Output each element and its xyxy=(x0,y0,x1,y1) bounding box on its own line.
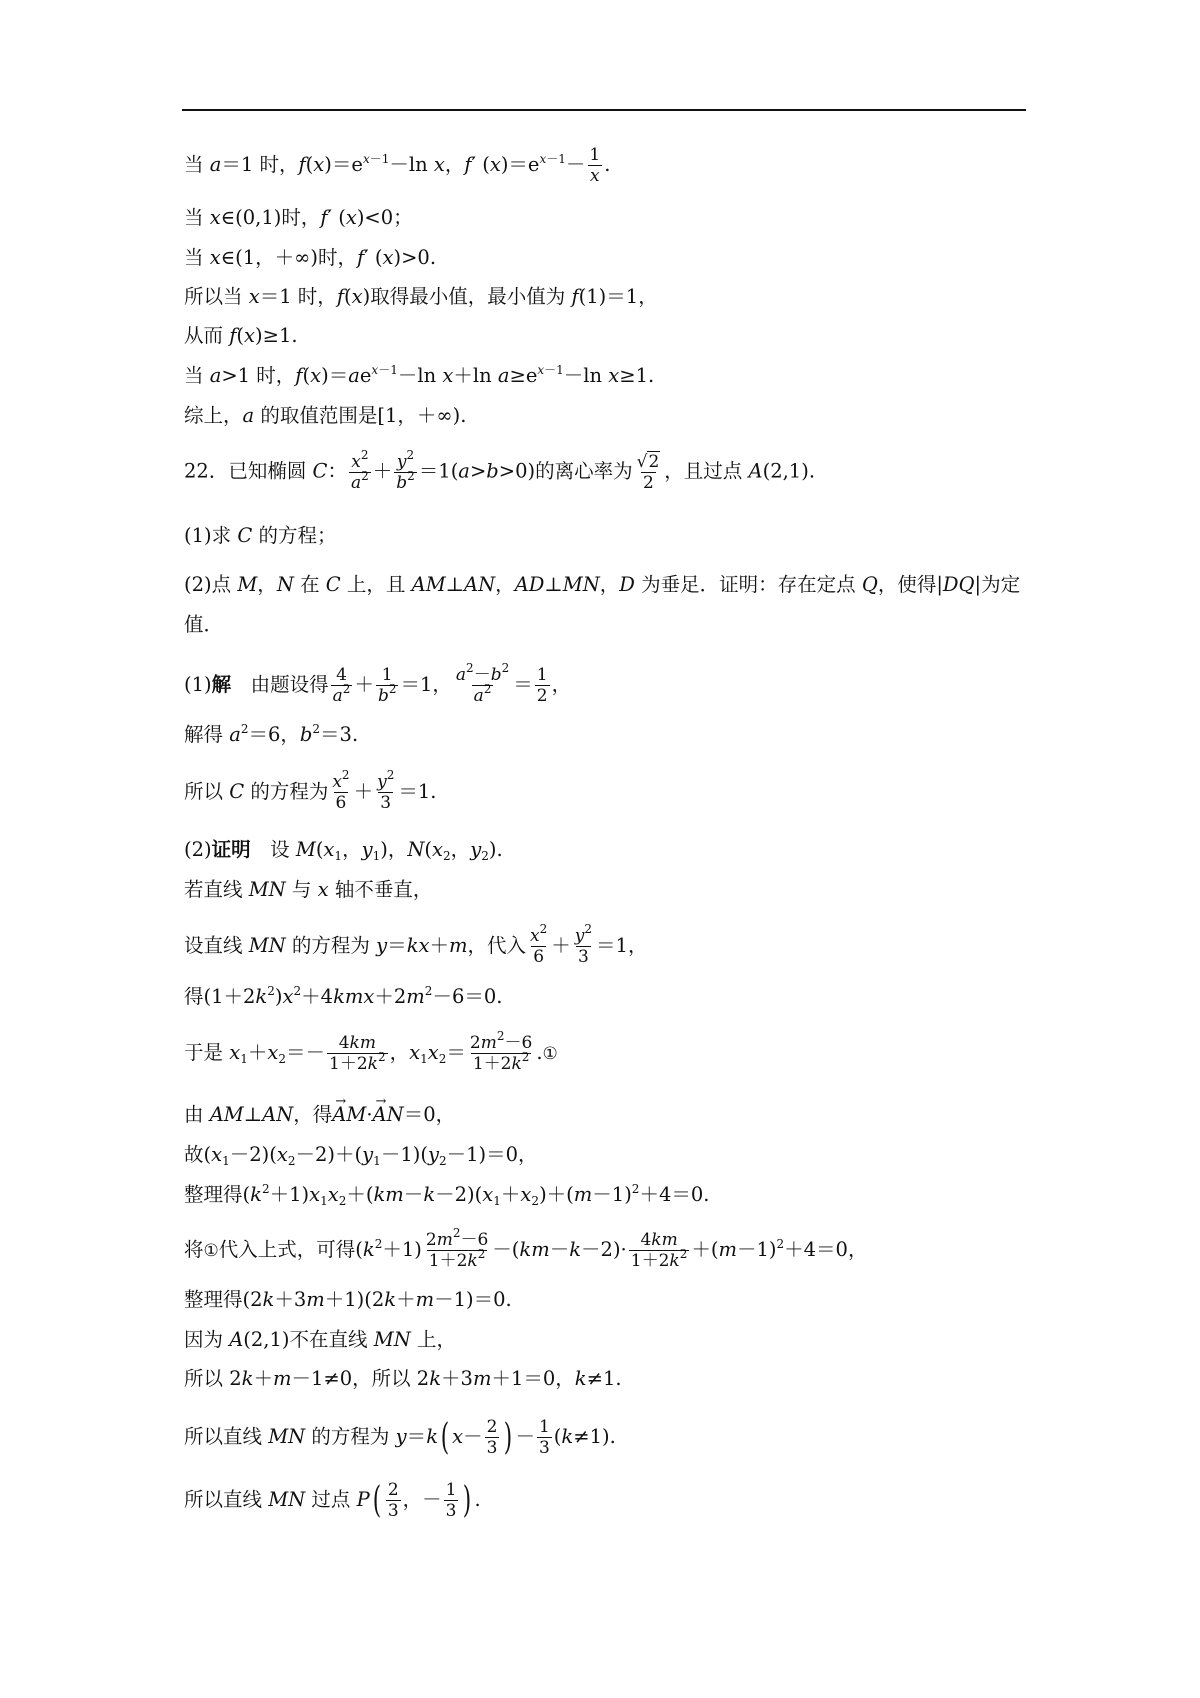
line-5: 当 a>1 时，$f(x)=ae^{x-1}-\ln$ x＋ln $a\ge e^{x-1}-\ln$ x≥1. xyxy=(184,363,655,387)
line-23: 整理得(2k＋3m＋1)(2k＋m－1)＝0. xyxy=(184,1288,512,1311)
line-0: 当 a＝1 时，$f(x)=e^{x-1}-\ln$ x，f′ $(x)=e^{x-1}-$ $\frac{1}{x}$ . xyxy=(184,145,611,186)
line-25: 所以 2k＋m－1≠0，所以 2k＋3m＋1＝0，k≠1. xyxy=(184,1367,622,1390)
line-7: 22．已知椭圆 C： $\frac{x^2}{a^2}$ ＋ $\frac{y^2}{b^2}$ ＝1(a>b>0)的离心率为 $\frac{√2}{2}$ ，且过点 A(2,1). xyxy=(184,447,816,493)
line-19: 由 AM⊥AN，得→ AM·→ AN＝0， xyxy=(184,1100,455,1130)
line-14: (2)证明 设 $M(x_1$，$y_1$)，$N(x_2$，$y_2$). xyxy=(184,838,503,863)
line-1: 当 x∈(0,1)时，f′ (x)<0； xyxy=(184,206,413,229)
line-22: 将①代入上式，可得$(k^2+1)$ $\frac{2m^2-6}{1+2k^2}$ －(km－k－2)· $\frac{4km}{1+2k^2}$ $+(m-1)^2+4=0$， xyxy=(184,1226,868,1271)
line-13: 所以 C 的方程为 $\frac{x^2}{6}$ ＋ $\frac{y^2}{3}$ ＝1. xyxy=(184,768,437,813)
line-3: 所以当 x＝1 时，f(x)取得最小值，最小值为 f(1)＝1， xyxy=(184,285,658,308)
line-11: (1)解 由题设得 $\frac{4}{a^2}$ ＋ $\frac{1}{b^2}$ ＝1， $\frac{a^2-b^2}{a^2}$ ＝ $\frac{1}{2}$ ， xyxy=(184,661,572,706)
line-17: 得$(1+2k^2)x^2+4kmx+2m^2-6=0$. xyxy=(184,984,503,1008)
line-27: 所以直线 MN 过点 P( $\frac{2}{3}$ ，－ $\frac{1}{3}$ ) . xyxy=(184,1479,481,1521)
line-26: 所以直线 MN 的方程为 y＝k( x－ $\frac{2}{3}$ ) － $\frac{1}{3}$ (k≠1). xyxy=(184,1416,616,1458)
line-21: 整理得$(k^2+1)x_1x_2+(km-k-2)(x_1+x_2)+(m-1)^2+4=0$. xyxy=(184,1182,710,1208)
line-9: (2)点 M，N 在 C 上，且 AM⊥AN，AD⊥MN，D 为垂足．证明：存在定点 Q，使得|DQ|为定 xyxy=(184,573,1021,596)
line-12: 解得 $a^2=6$，$b^2=3$. xyxy=(184,722,359,746)
line-16: 设直线 MN 的方程为 y＝kx＋m，代入 $\frac{x^2}{6}$ ＋ $\frac{y^2}{3}$ ＝1， xyxy=(184,922,648,967)
line-4: 从而 f(x)≥1. xyxy=(184,324,298,347)
line-2: 当 x∈(1，＋∞)时，f′ (x)>0. xyxy=(184,246,437,269)
header-rule xyxy=(182,109,1026,111)
line-8: (1)求 C 的方程； xyxy=(184,524,337,547)
line-6: 综上，a 的取值范围是[1，＋∞). xyxy=(184,404,467,427)
line-24: 因为 A(2,1)不在直线 MN 上， xyxy=(184,1328,456,1351)
line-10: 值． xyxy=(184,613,224,636)
line-20: 故$(x_1-2)(x_2-2)+(y_1-1)(y_2-1)=0$， xyxy=(184,1143,538,1168)
line-15: 若直线 MN 与 x 轴不垂直， xyxy=(184,878,433,901)
line-18: 于是 $x_1+x_2=-$ $\frac{4km}{1+2k^2}$ ，$x_1x_2=$ $\frac{2m^2-6}{1+2k^2}$ .① xyxy=(184,1029,558,1074)
